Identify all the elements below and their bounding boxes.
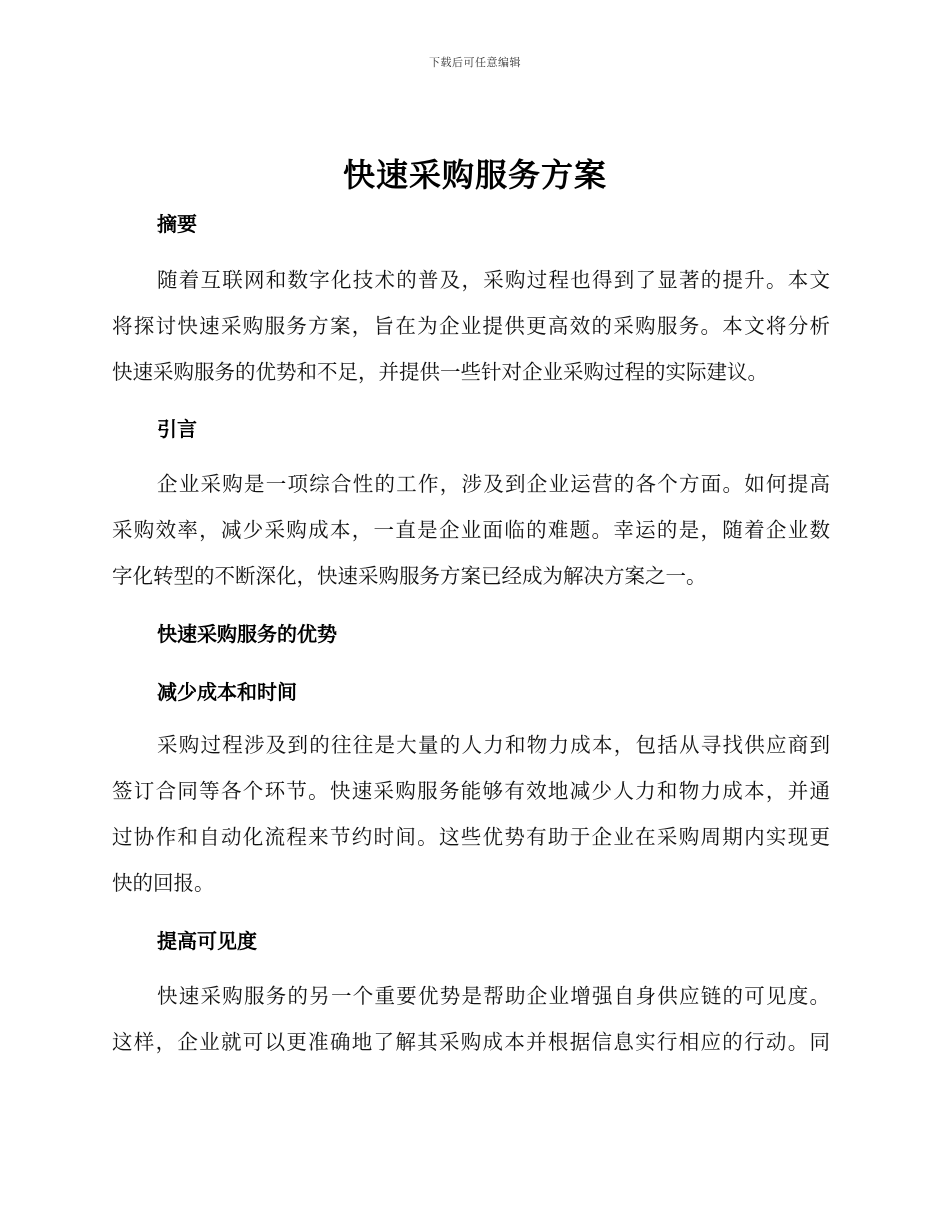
cost-line: 快的回报。 [112, 871, 215, 895]
cost-heading: 减少成本和时间 [157, 680, 297, 704]
intro-paragraph [112, 461, 830, 599]
header-note: 下载后可任意编辑 [429, 56, 521, 69]
document-title: 快速采购服务方案 [342, 156, 607, 194]
abstract-line: 随着互联网和数字化技术的普及，采购过程也得到了显著的提升。本文 [157, 268, 830, 292]
advantages-heading: 快速采购服务的优势 [157, 622, 337, 646]
abstract-heading: 摘要 [157, 212, 197, 236]
visibility-line: 这样，企业就可以更准确地了解其采购成本并根据信息实行相应的行动。同 [112, 1030, 830, 1054]
intro-heading: 引言 [157, 417, 197, 441]
visibility-paragraph [112, 973, 830, 1065]
intro-line: 字化转型的不断深化，快速采购服务方案已经成为解决方案之一。 [112, 564, 707, 588]
intro-line: 采购效率，减少采购成本，一直是企业面临的难题。幸运的是，随着企业数 [112, 518, 830, 542]
intro-line: 企业采购是一项综合性的工作，涉及到企业运营的各个方面。如何提高 [157, 472, 830, 496]
cost-line: 签订合同等各个环节。快速采购服务能够有效地减少人力和物力成本，并通 [112, 779, 830, 803]
abstract-paragraph [112, 257, 830, 395]
abstract-line: 将探讨快速采购服务方案，旨在为企业提供更高效的采购服务。本文将分析 [112, 314, 830, 338]
cost-line: 过协作和自动化流程来节约时间。这些优势有助于企业在采购周期内实现更 [112, 825, 830, 849]
visibility-line: 快速采购服务的另一个重要优势是帮助企业增强自身供应链的可见度。 [157, 984, 830, 1008]
visibility-heading: 提高可见度 [157, 929, 257, 953]
cost-line: 采购过程涉及到的往往是大量的人力和物力成本，包括从寻找供应商到 [157, 733, 830, 757]
cost-paragraph [112, 722, 830, 906]
abstract-line: 快速采购服务的优势和不足，并提供一些针对企业采购过程的实际建议。 [112, 360, 768, 384]
